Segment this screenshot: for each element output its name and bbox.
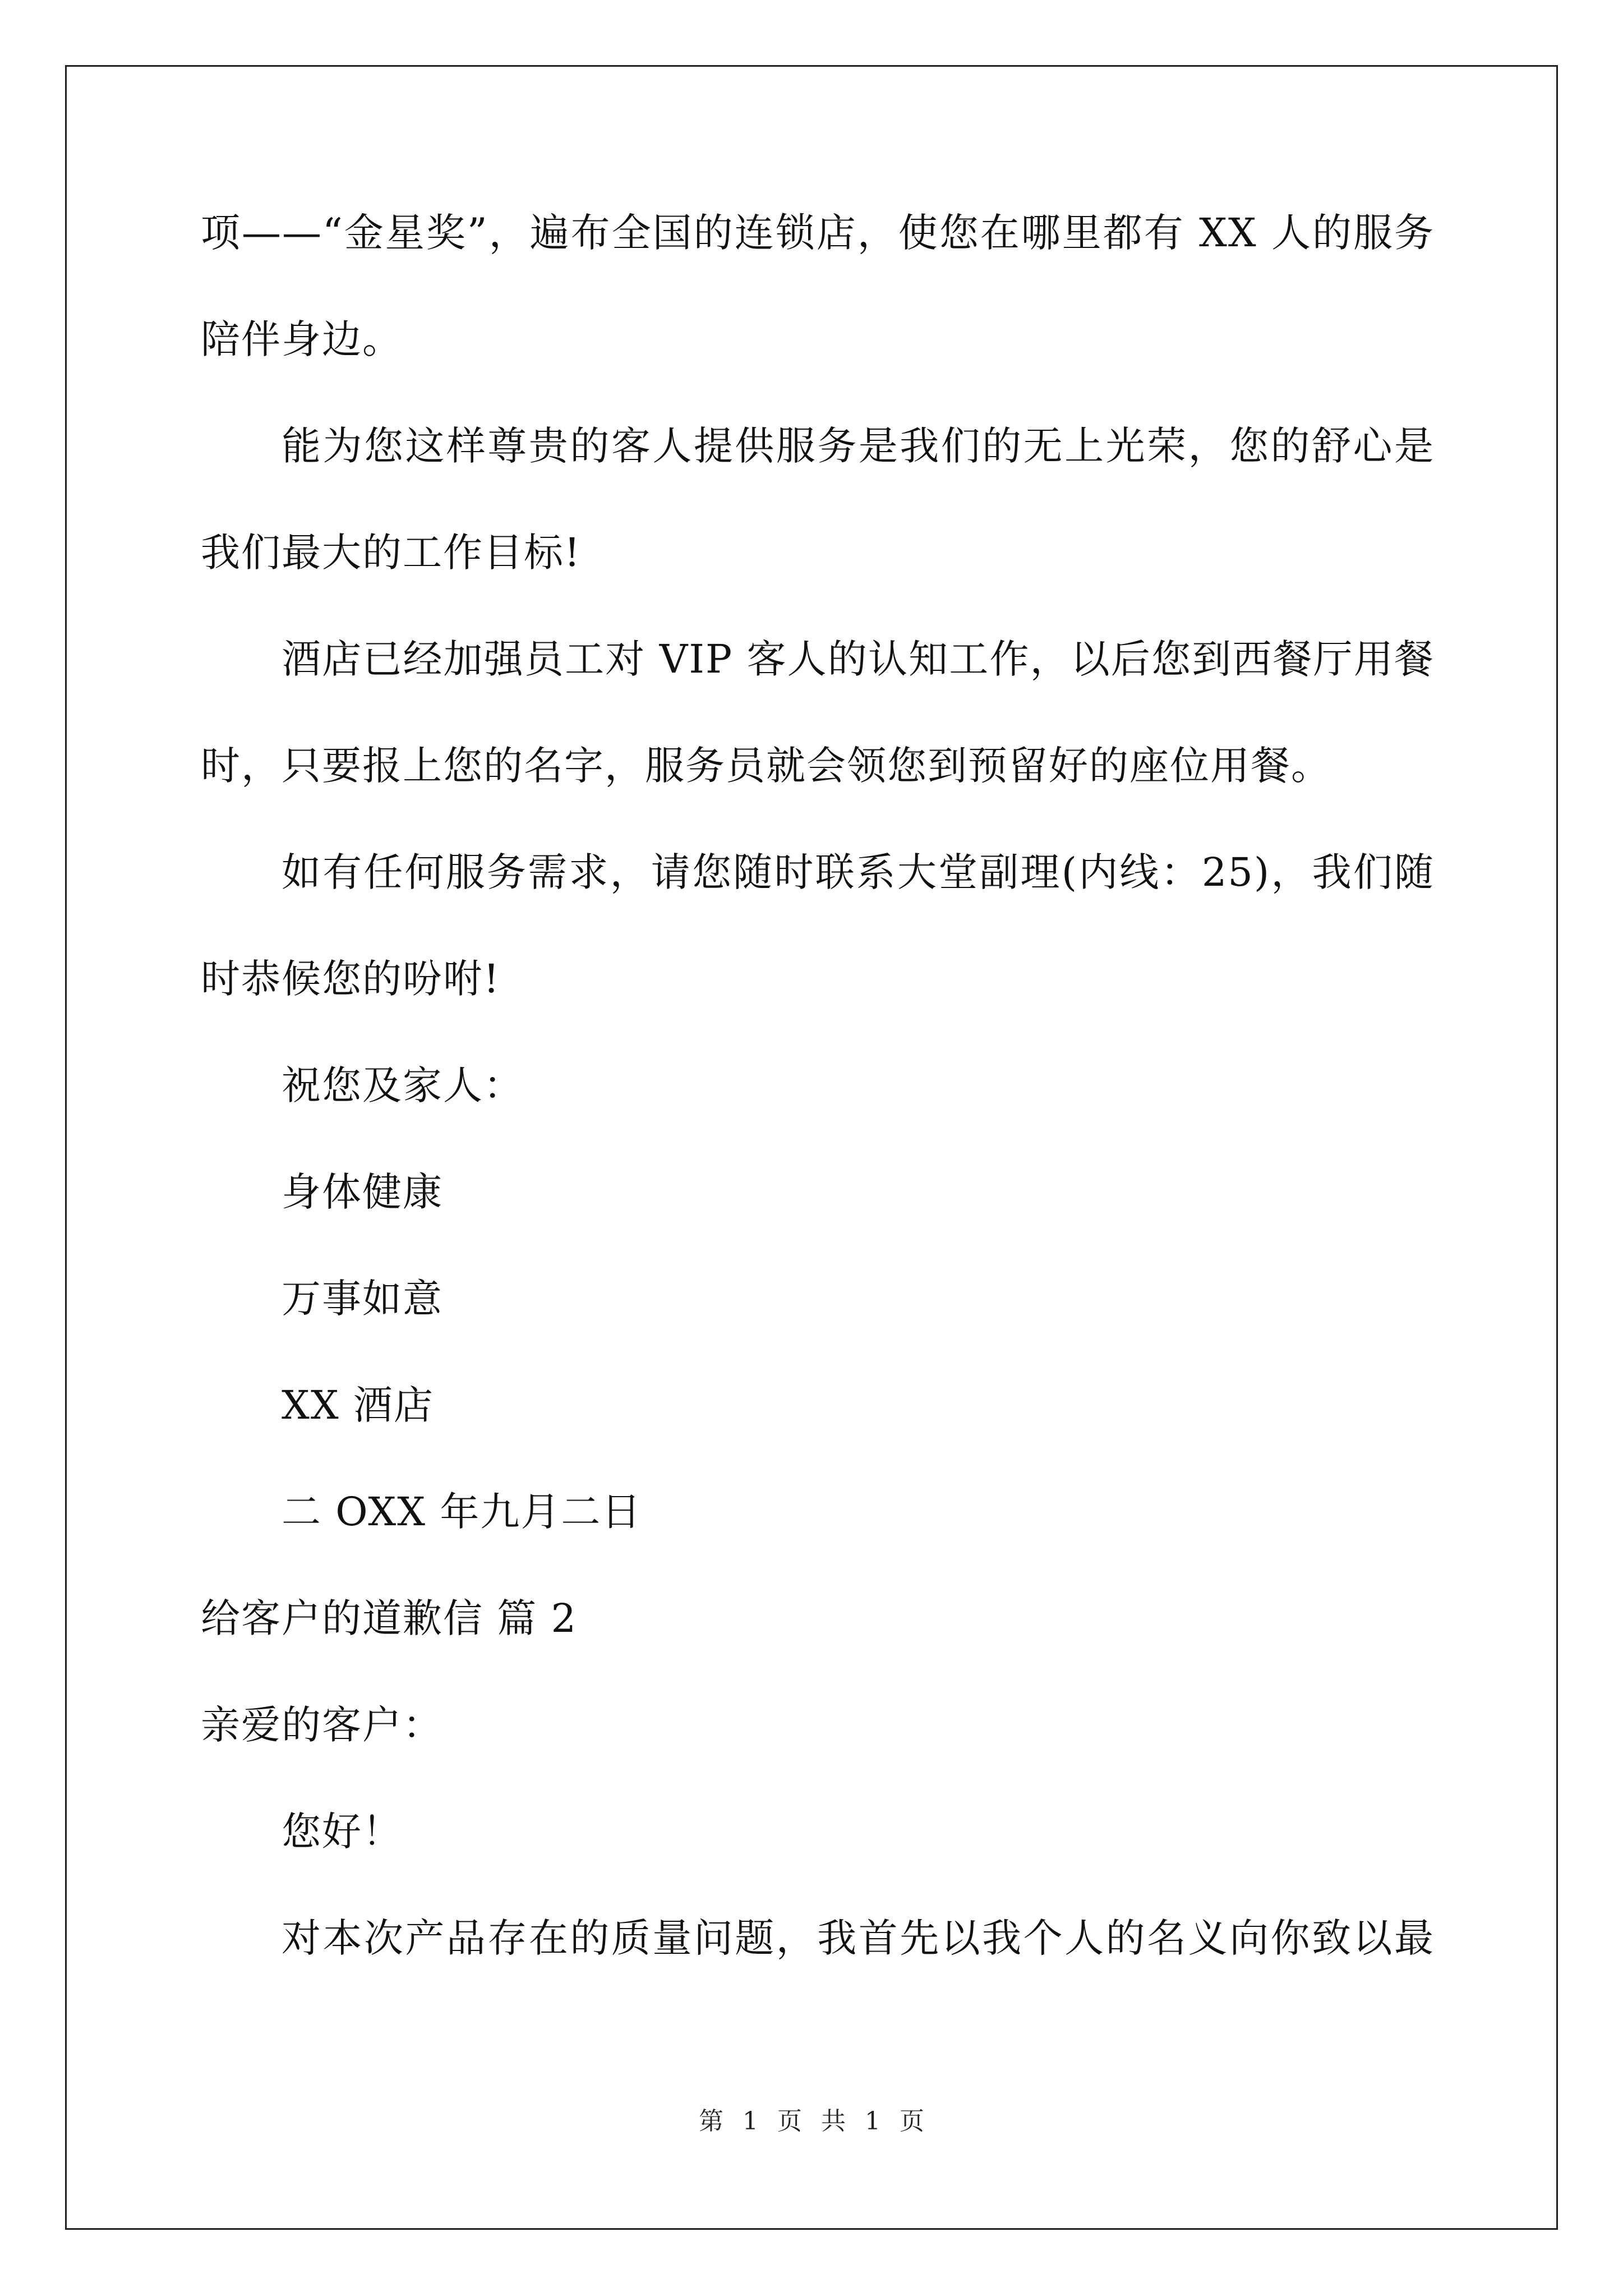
- paragraph-line: 对本次产品存在的质量问题，我首先以我个人的名义向你致以最: [282, 1915, 1435, 1961]
- paragraph-line: 陪伴身边。: [201, 316, 403, 362]
- wish-line: 身体健康: [282, 1169, 443, 1215]
- paragraph-line: 项——“金星奖”，遍布全国的连锁店，使您在哪里都有 XX 人的服务: [201, 210, 1435, 256]
- greeting-line: 您好！: [282, 1809, 403, 1855]
- paragraph-line: 如有任何服务需求，请您随时联系大堂副理(内线：25)，我们随: [282, 849, 1435, 895]
- signature-name: XX 酒店: [282, 1382, 434, 1428]
- section-heading: 给客户的道歉信 篇 2: [201, 1595, 578, 1641]
- salutation-line: 亲爱的客户：: [201, 1702, 443, 1748]
- paragraph-line: 时恭候您的吩咐!: [201, 956, 501, 1002]
- paragraph-line: 酒店已经加强员工对 VIP 客人的认知工作，以后您到西餐厅用餐: [282, 636, 1435, 682]
- paragraph-line: 时，只要报上您的名字，服务员就会领您到预留好的座位用餐。: [201, 743, 1331, 789]
- page-border: [65, 65, 1558, 2230]
- page-number-footer: 第 1 页 共 1 页: [699, 2107, 924, 2136]
- paragraph-line: 我们最大的工作目标!: [201, 530, 582, 576]
- signature-date: 二 OXX 年九月二日: [282, 1489, 642, 1535]
- paragraph-line: 能为您这样尊贵的客人提供服务是我们的无上光荣，您的舒心是: [282, 423, 1435, 469]
- wish-line: 万事如意: [282, 1276, 443, 1322]
- greeting-line: 祝您及家人：: [282, 1062, 524, 1108]
